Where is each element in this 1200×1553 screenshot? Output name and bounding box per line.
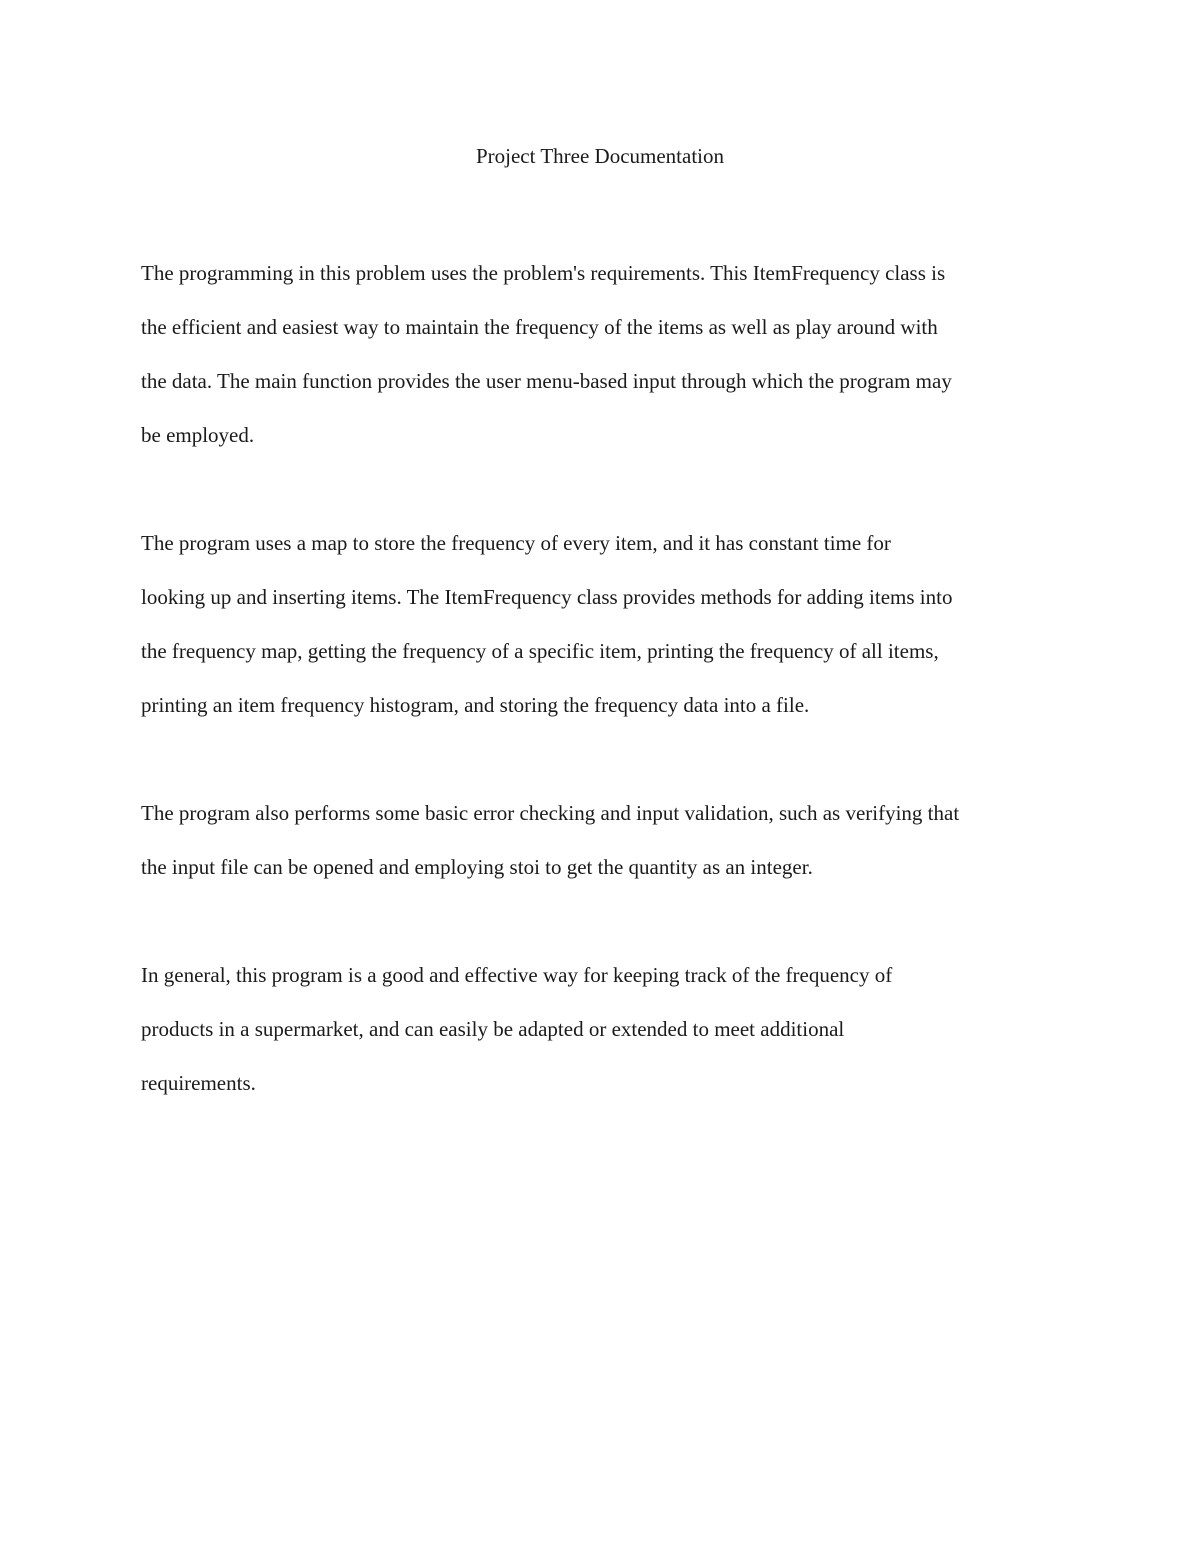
paragraph-error-checking xyxy=(141,786,1061,894)
paragraph-line: the frequency map, getting the frequency of a specific item, printing the frequency of all items, xyxy=(141,639,939,663)
document-body xyxy=(141,246,1061,1164)
paragraph-line: In general, this program is a good and effective way for keeping track of the frequency of xyxy=(141,963,893,987)
paragraph-line: be employed. xyxy=(141,423,255,447)
paragraph-line: requirements. xyxy=(141,1071,256,1095)
paragraph-line: products in a supermarket, and can easily be adapted or extended to meet additional xyxy=(141,1017,845,1041)
paragraph-line: the efficient and easiest way to maintain the frequency of the items as well as play around with xyxy=(141,315,938,339)
paragraph-line: looking up and inserting items. The ItemFrequency class provides methods for adding items into xyxy=(141,585,953,609)
document-title: Project Three Documentation xyxy=(475,144,725,168)
paragraph-line: The program uses a map to store the frequency of every item, and it has constant time for xyxy=(141,531,891,555)
paragraph-line: The program also performs some basic error checking and input validation, such as verifying that xyxy=(141,801,960,825)
paragraph-line: the input file can be opened and employing stoi to get the quantity as an integer. xyxy=(141,855,813,879)
paragraph-conclusion xyxy=(141,948,1061,1110)
paragraph-line: The programming in this problem uses the problem's requirements. This ItemFrequency class is xyxy=(141,261,946,285)
paragraph-line: the data. The main function provides the user menu-based input through which the program may xyxy=(141,369,952,393)
paragraph-line: printing an item frequency histogram, and storing the frequency data into a file. xyxy=(141,693,810,717)
paragraph-intro xyxy=(141,246,1061,462)
paragraph-map-usage xyxy=(141,516,1061,732)
